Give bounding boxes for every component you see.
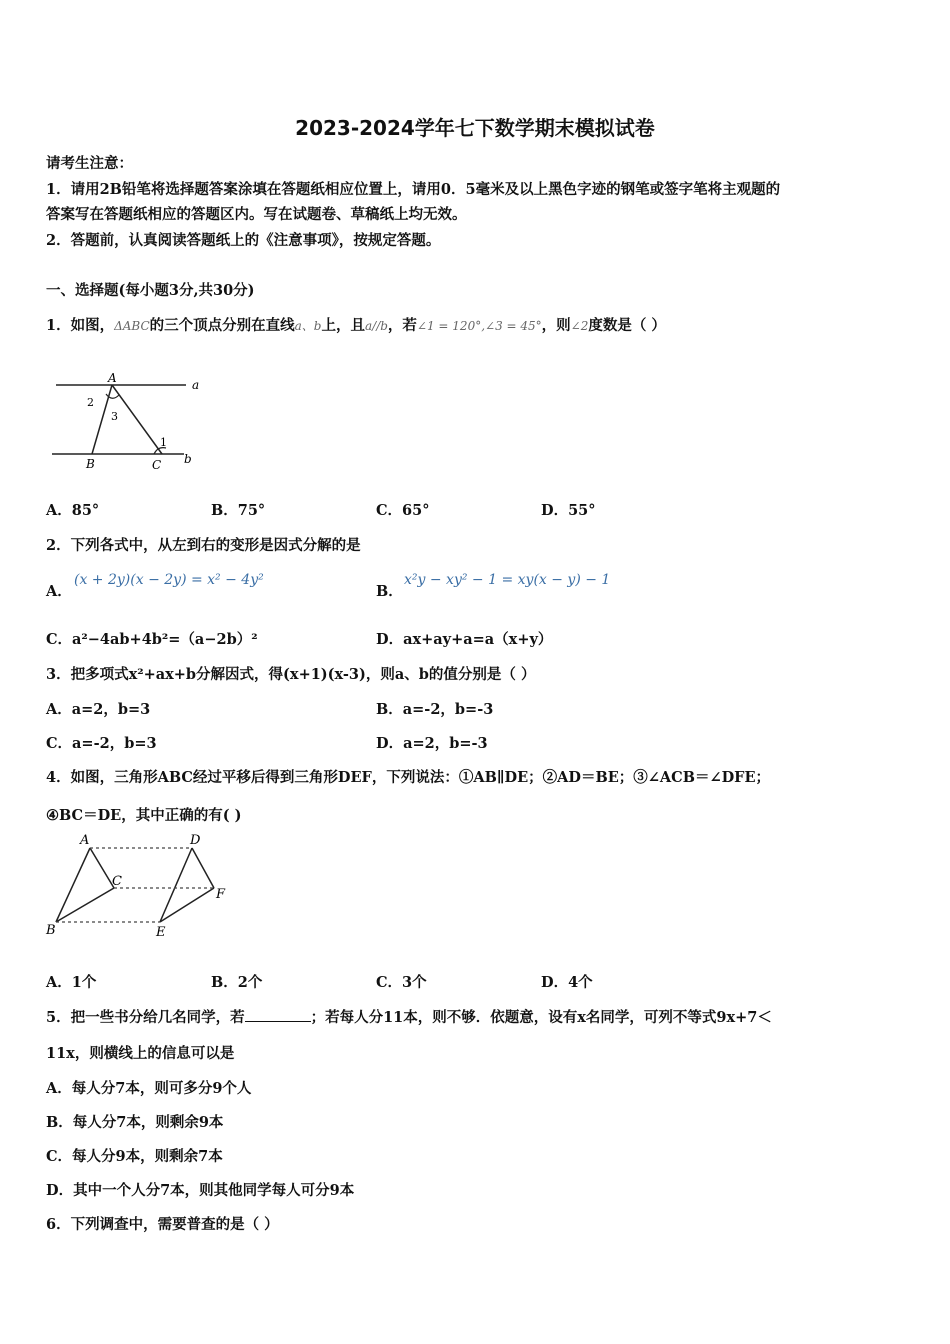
side-ac [90,848,114,888]
q5-text-2: ；若每人分11本，则不够．依题意，设有x名同学，可列不等式9x+7＜ [310,1009,772,1026]
q2-option-b-formula: x²y − xy² − 1 = xy(x − y) − 1 [404,572,611,588]
label-line-b: b [184,452,192,466]
q3-option-d[interactable]: D．a=2，b=-3 [376,735,488,752]
q3-option-c[interactable]: C．a=-2，b=3 [46,735,157,752]
label-B: B [46,923,56,938]
q1-math-lines: a、b [294,319,322,333]
label-D: D [190,833,201,848]
side-bc [56,888,114,922]
q5-option-b[interactable]: B．每人分7本，则剩余9本 [46,1114,224,1131]
side-ab [92,385,112,454]
notice-line-2: 2．答题前，认真阅读答题纸上的《注意事项》，按规定答题。 [46,232,441,249]
q4-option-a[interactable]: A．1个 [46,974,97,991]
q1-option-a[interactable]: A．85° [46,502,100,519]
q1-math-angle2: ∠2 [570,319,589,333]
q1-option-b[interactable]: B．75° [211,502,266,519]
label-angle-2: 2 [87,396,94,409]
q1-figure [46,368,216,478]
q4-option-c[interactable]: C．3个 [376,974,427,991]
q1-math-triangle: ΔABC [114,319,150,333]
notice-line-1: 1．请用2B铅笔将选择题答案涂填在答题纸相应位置上，请用0．5毫米及以上黑色字迹的钢笔或签字笔将主观题的 [46,181,781,198]
question-3-stem: 3．把多项式x²+ax+b分解因式，得(x+1)(x-3)，则a、b的值分别是（ ） [46,666,536,683]
q2-option-a-label[interactable]: A． [46,583,72,600]
q5-option-d[interactable]: D．其中一个人分7本，则其他同学每人可分9本 [46,1182,355,1199]
page-title: 2023-2024学年七下数学期末模拟试卷 [295,116,655,140]
label-line-a: a [192,378,200,392]
side-ab [56,848,90,922]
q4-option-b[interactable]: B．2个 [211,974,263,991]
label-C: C [152,458,162,472]
question-5-stem-2: 11x，则横线上的信息可以是 [46,1045,235,1062]
q4-figure [44,830,244,945]
label-angle-3: 3 [111,410,118,423]
q2-option-c[interactable]: C．a²−4ab+4b²=（a−2b）² [46,631,258,648]
question-6-stem: 6．下列调查中，需要普查的是（ ） [46,1216,279,1233]
label-B: B [86,457,95,471]
q5-text-1: 5．把一些书分给几名同学，若 [46,1009,245,1026]
q1-math-angles: ∠1 = 120°,∠3 = 45° [416,319,542,333]
notice-line-1b: 答案写在答题纸相应的答题区内。写在试题卷、草稿纸上均无效。 [46,206,467,223]
label-A: A [80,833,90,848]
q5-answer-blank [245,1009,311,1022]
q1-text-2: 的三个顶点分别在直线 [149,317,295,334]
q3-option-a[interactable]: A．a=2，b=3 [46,701,151,718]
label-C: C [112,874,122,889]
q2-option-b-label[interactable]: B． [376,583,403,600]
q5-option-c[interactable]: C．每人分9本，则剩余7本 [46,1148,223,1165]
side-df [192,848,214,888]
q1-option-d[interactable]: D．55° [541,502,596,519]
label-F: F [216,887,226,902]
label-A: A [108,371,117,385]
label-angle-1: 1 [160,436,167,449]
q1-option-c[interactable]: C．65° [376,502,430,519]
q2-option-d[interactable]: D．ax+ay+a=a（x+y） [376,631,553,648]
q4-option-d[interactable]: D．4个 [541,974,593,991]
q1-text-4: ，若 [387,317,417,334]
side-ac [112,385,162,454]
q1-text-3: 上，且 [321,317,365,334]
side-de [160,848,192,922]
question-1-stem [46,314,666,335]
q1-text-1: 1．如图， [46,317,115,334]
question-4-stem-2: ④BC＝DE，其中正确的有( ) [46,807,242,824]
question-5-stem-1 [46,1006,772,1027]
label-E: E [156,925,166,940]
notice-heading: 请考生注意： [46,155,133,172]
q3-option-b[interactable]: B．a=-2，b=-3 [376,701,494,718]
q1-math-parallel: a//b [365,319,388,333]
section-heading: 一、选择题(每小题3分,共30分) [46,282,255,299]
q1-text-5: ，则 [541,317,571,334]
question-2-stem: 2．下列各式中，从左到右的变形是因式分解的是 [46,537,361,554]
q1-text-6: 度数是（ ） [588,317,666,334]
q5-option-a[interactable]: A．每人分7本，则可多分9个人 [46,1080,252,1097]
question-4-stem-1: 4．如图，三角形ABC经过平移后得到三角形DEF，下列说法：①AB∥DE；②AD＝BE；③∠ACB＝∠DFE； [46,769,771,786]
q2-option-a-formula: (x + 2y)(x − 2y) = x² − 4y² [74,572,264,588]
